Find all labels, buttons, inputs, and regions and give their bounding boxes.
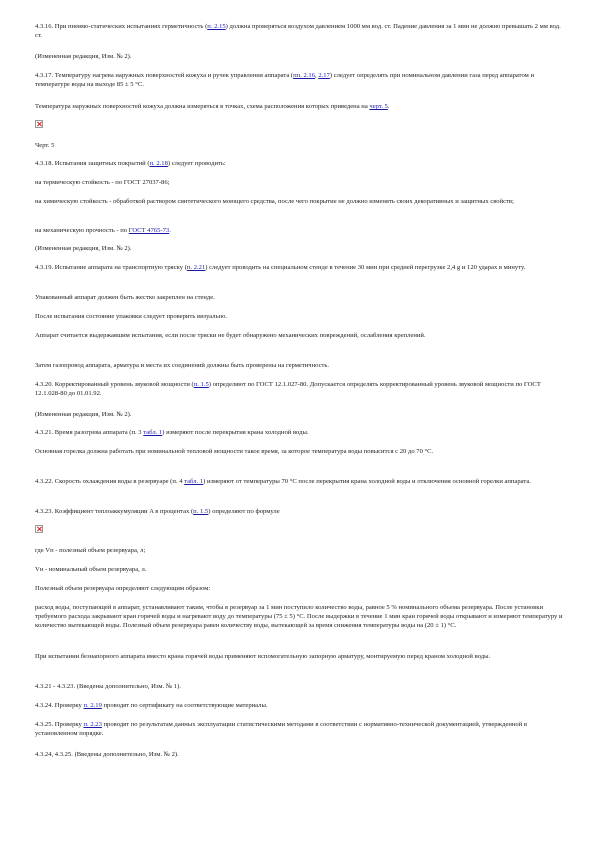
broken-image-icon [35,525,43,533]
para-vp-def: где Vп - полезный объем резервуара, л; [35,547,146,554]
para-thermal: на термическую стойкость - по ГОСТ 27037-86; [35,179,170,186]
para-surface-temp: Температура наружных поверхностей кожуха должна измеряться в точках, схема расположения которых приведена на черт. 5. [35,103,390,110]
para-4-3-22: 4.3.22. Скорость охлаждения воды в резервуаре (п. 4 табл. 1) измеряют от температуры 70 °С после перекрытия крана холодной воды и отключения основной горелки аппарата. [35,478,531,485]
link-p-2-18[interactable]: п. 2.18 [149,160,168,167]
drawing-caption: Черт. 5 [35,142,55,149]
para-tightness: Затем газопровод аппарата, арматура и места их соединений должны быть проверены на герметичность. [35,362,330,369]
link-drawing-5[interactable]: черт. 5 [369,103,388,110]
para-4-3-24: 4.3.24. Проверку п. 2.19 проводят по сертификату на соответствующие материалы. [35,702,268,709]
para-main-burner: Основная горелка должна работать при номинальной тепловой мощности такое время, за которое температура воды повысится с 20 до 70 °С. [35,448,434,455]
amendment-note: (Измененная редакция, Изм. № 2). [35,411,132,418]
link-p-2-19[interactable]: п. 2.19 [83,702,102,709]
para-4-3-23: 4.3.23. Коэффициент теплоаккумуляции A в процентах (п. 1.5) определяют по формуле [35,508,280,515]
para-useful-volume: Полезный объем резервуара определяют следующим образом: [35,585,211,592]
para-mechanical: на механическую прочность - по ГОСТ 4765-73. [35,227,171,234]
link-2-17[interactable]: 2.17 [318,72,330,79]
link-p-1-5[interactable]: п. 1.5 [193,381,209,388]
link-p-2-23[interactable]: п. 2.23 [83,721,102,728]
para-4-3-18: 4.3.18. Испытания защитных покрытий (п. 2.18) следует проводить: [35,160,226,167]
para-chemical: на химическую стойкость - обработкой раствором синтетического моющего средства, после чего покрытие не должно изменять своих декоративных и защитных свойств; [35,198,514,205]
para-4-3-19: 4.3.19. Испытание аппарата на транспортную тряску (п. 2.21) следует проводить на специальном стенде в течение 30 мин при средней перегрузке 2,4 g и 120 ударах в минуту. [35,264,526,271]
link-pp-2-16[interactable]: пп. 2.16 [293,72,316,79]
amendment-note: 4.3.21 - 4.3.23. (Введены дополнительно, Изм. № 1). [35,683,181,690]
link-gost-4765-73[interactable]: ГОСТ 4765-73 [128,227,170,234]
para-4-3-20: 4.3.20. Корректированный уровень звуковой мощности (п. 1.5) определяют по ГОСТ 12.1.027-80. Допускается определять корректированный уровень звуковой мощности по ГОСТ 12.1.028-80 до 01.01.92. [35,381,541,397]
para-flow-procedure: расход воды, поступающей в аппарат, устанавливают таким, чтобы в резервуар за 1 мин поступило количество воды, равное 5 % номинального объема резервуара. После установки требуемого расхода закрывают кран горячей воды и нагревают воду до температуры (75 ± 5) °С. После выдержки в течение 1 мин кран горячей воды открывают и измеряют температуру и количество вытекающей воды. Полезный объем резервуара равен количеству воды, вытекающей за время снижения температуры воды на (20 ± 1) °С. [35,604,563,629]
para-4-3-21: 4.3.21. Время разогрева аппарата (п. 3 табл. 1) измеряют после перекрытия крана холодной воды. [35,429,309,436]
link-p-1-5[interactable]: п. 1.5 [193,508,209,515]
amendment-note: (Измененная редакция, Изм. № 2). [35,245,132,252]
para-passed: Аппарат считается выдержавшим испытания, если после тряски не будет обнаружено механических повреждений, ослабления креплений. [35,332,426,339]
para-visual-check: После испытания состояние упаковки следует проверить визуально. [35,313,228,320]
para-fixed: Упакованный аппарат должен быть жестко закреплен на стенде. [35,294,215,301]
link-table-1[interactable]: табл. 1 [143,429,163,436]
link-p-2-21[interactable]: п. 2.21 [186,264,206,271]
para-4-3-16: 4.3.16. При пневмо-статических испытаниях герметичность (п. 2.15) должна проверяться воздухом давлением 1000 мм вод. ст. Падение давления за 1 мин не должно превышать 2 мм вод. ст. [35,23,561,39]
para-vn-def: Vн - номинальный объем резервуара, л. [35,566,147,573]
para-non-pressure: При испытании безнапорного аппарата вместо крана горячей воды применяют вспомогательную запорную арматуру, монтируемую перед краном холодной воды. [35,653,491,660]
para-4-3-25: 4.3.25. Проверку п. 2.23 проводят по результатам данных эксплуатации статистическими методами в соответствии с нормативно-технической документацией, утвержденной в установленном порядке. [35,721,528,737]
link-p-2-15[interactable]: п. 2.15 [207,23,226,30]
amendment-note: 4.3.24, 4.3.25. (Введены дополнительно, Изм. № 2). [35,751,179,758]
para-4-3-17: 4.3.17. Температуру нагрева наружных поверхностей кожуха и ручек управления аппарата (пп. 2.16, 2.17) следует определять при номинальном давлении газа перед аппаратом и температуре воды на выходе 85 ± 5 °С. [35,72,534,88]
amendment-note: (Измененная редакция, Изм. № 2). [35,53,132,60]
link-table-1[interactable]: табл. 1 [184,478,204,485]
broken-image-icon [35,120,43,128]
